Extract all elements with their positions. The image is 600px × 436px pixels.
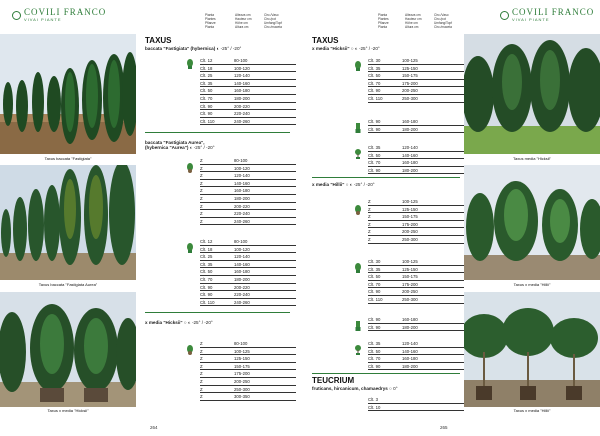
price-table-teucrium bbox=[368, 396, 464, 411]
brand-name: COVILI FRANCO bbox=[512, 7, 595, 17]
header-col-2: Altezza cm Hauteur cm Höhe cm Altura cm bbox=[235, 13, 252, 29]
table-row bbox=[368, 258, 464, 266]
pot-size: Clt. 110 bbox=[200, 118, 215, 124]
pot-size: Clt. 90 bbox=[368, 167, 381, 173]
height-range: 150-175 bbox=[402, 274, 418, 280]
pot-size: Clt. 90 bbox=[368, 119, 381, 124]
table-row bbox=[368, 206, 464, 214]
table-row bbox=[368, 72, 464, 80]
height-range: 150-175 bbox=[402, 73, 418, 79]
pot-size: Clt. 70 bbox=[368, 80, 381, 86]
pot-size: Z bbox=[200, 188, 203, 194]
pot-size: Clt. 90 bbox=[200, 284, 213, 290]
table-row bbox=[368, 273, 464, 281]
height-range: 175-200 bbox=[402, 80, 418, 86]
height-range: 180-200 bbox=[234, 95, 250, 101]
height-range: 175-200 bbox=[402, 281, 418, 287]
height-range: 250-300 bbox=[402, 95, 418, 101]
price-table-hillii-clt bbox=[368, 258, 464, 304]
table-row bbox=[200, 210, 296, 218]
pot-size: Clt. 70 bbox=[200, 276, 213, 282]
height-range: 160-180 bbox=[234, 88, 250, 94]
table-row bbox=[368, 348, 464, 356]
height-range: 200-250 bbox=[402, 229, 418, 235]
header-col-3: Circ./Vaso Circ./pot Umfang/Topf Circ./maceta bbox=[434, 13, 453, 29]
height-range: 180-200 bbox=[402, 126, 418, 132]
table-row bbox=[200, 340, 296, 348]
table-row bbox=[368, 228, 464, 236]
table-row bbox=[200, 203, 296, 211]
height-range: 160-180 bbox=[234, 188, 250, 194]
pot-size: Clt. 110 bbox=[368, 95, 383, 101]
height-range: 160-180 bbox=[402, 160, 418, 166]
height-range: 120-140 bbox=[234, 173, 250, 179]
logo-icon bbox=[12, 11, 21, 20]
pot-size: Z bbox=[200, 158, 203, 163]
table-row bbox=[368, 80, 464, 88]
height-range: 200-220 bbox=[234, 284, 250, 290]
table-row bbox=[200, 348, 296, 356]
height-range: 180-200 bbox=[234, 195, 250, 201]
table-row bbox=[200, 276, 296, 284]
logo-icon bbox=[500, 11, 509, 20]
height-range: 100-125 bbox=[402, 199, 418, 204]
table-row bbox=[368, 213, 464, 221]
pot-size: Clt. 30 bbox=[368, 58, 381, 63]
height-range: 250-300 bbox=[234, 386, 250, 392]
height-range: 220-240 bbox=[234, 111, 250, 117]
right-page bbox=[300, 0, 600, 436]
divider bbox=[312, 177, 460, 178]
table-row bbox=[200, 118, 296, 126]
header-col-3: Circ./Vaso Circ./pot Umfang/Topf Circ./maceta bbox=[264, 13, 283, 29]
pot-size: Z bbox=[368, 214, 371, 220]
table-row bbox=[200, 261, 296, 269]
table-row bbox=[200, 363, 296, 371]
brand-logo bbox=[500, 8, 594, 22]
table-row bbox=[200, 246, 296, 254]
price-table-hicksii-shaped bbox=[368, 144, 464, 174]
table-row bbox=[368, 159, 464, 167]
pot-size: Clt. 90 bbox=[368, 126, 381, 132]
height-range: 240-260 bbox=[234, 118, 250, 124]
pot-size: Clt. 25 bbox=[200, 73, 213, 79]
height-range: 120-140 bbox=[402, 341, 418, 346]
pot-size: Z bbox=[200, 203, 203, 209]
photo-taxus-media-hicksii bbox=[464, 34, 600, 154]
price-table-fastigiata bbox=[200, 57, 296, 125]
pot-size: Clt. 35 bbox=[368, 65, 381, 71]
pot-size: Z bbox=[200, 348, 203, 354]
height-range: 200-250 bbox=[234, 378, 250, 384]
pot-size: Clt. 12 bbox=[200, 239, 213, 244]
height-range: 150-175 bbox=[234, 363, 250, 369]
table-row bbox=[200, 95, 296, 103]
container-plant-icon bbox=[186, 56, 194, 66]
price-table-hillii-z bbox=[368, 198, 464, 244]
pot-size: Clt. 12 bbox=[200, 58, 213, 63]
pot-size: Clt. 110 bbox=[200, 299, 215, 305]
pot-size: Z bbox=[368, 236, 371, 242]
pot-size: Clt. 90 bbox=[200, 103, 213, 109]
table-row bbox=[368, 167, 464, 175]
table-row bbox=[200, 299, 296, 307]
pot-size: Clt. 90 bbox=[368, 317, 381, 322]
table-row bbox=[368, 316, 464, 324]
height-range: 175-200 bbox=[402, 221, 418, 227]
price-table-hillii-pot bbox=[368, 316, 464, 331]
brand-sub: VIVAI PIANTE bbox=[512, 17, 550, 22]
table-row bbox=[200, 157, 296, 165]
table-row bbox=[200, 80, 296, 88]
height-range: 200-220 bbox=[234, 203, 250, 209]
table-row bbox=[368, 57, 464, 65]
rootball-plant-icon bbox=[354, 202, 362, 212]
pot-size: Z bbox=[200, 173, 203, 179]
brand-logo bbox=[12, 8, 106, 22]
table-row bbox=[368, 296, 464, 304]
height-range: 80-100 bbox=[234, 158, 248, 163]
variety-title: baccata "Fastigiata" (hybernica) ◐ -25° / -20° bbox=[145, 46, 242, 51]
pot-size: Clt. 50 bbox=[368, 73, 381, 79]
pot-size: Z bbox=[368, 229, 371, 235]
photo-taxus-hicksii bbox=[0, 292, 136, 407]
pot-size: Clt. 18 bbox=[200, 246, 213, 252]
table-row bbox=[368, 152, 464, 160]
table-row bbox=[368, 236, 464, 244]
page-number: 264 bbox=[150, 425, 158, 430]
header-col-2: Altezza cm Hauteur cm Höhe cm Altura cm bbox=[405, 13, 422, 29]
photo-taxus-fastigiata bbox=[0, 34, 136, 154]
height-range: 220-240 bbox=[234, 292, 250, 298]
price-table-hicksii-pot bbox=[368, 118, 464, 133]
variety-title: x media "Hicksii" ○ ◐ -25° / -20° bbox=[312, 46, 380, 51]
height-range: 100-120 bbox=[234, 165, 250, 171]
table-row bbox=[200, 370, 296, 378]
height-range: 120-140 bbox=[234, 73, 250, 79]
pot-size: Clt. 70 bbox=[368, 356, 381, 362]
pot-size: Clt. 70 bbox=[368, 281, 381, 287]
table-row bbox=[200, 110, 296, 118]
rootball-plant-icon bbox=[186, 160, 194, 170]
section-title-teucrium: TEUCRIUM bbox=[312, 376, 355, 385]
height-range: 100-125 bbox=[402, 58, 418, 63]
variety-title: fruticans, hircanicum, chamaedrys ○ 0° bbox=[312, 386, 398, 391]
pot-size: Clt. 70 bbox=[200, 95, 213, 101]
height-range: 125-150 bbox=[402, 65, 418, 71]
price-table-aurea-z bbox=[200, 157, 296, 225]
height-range: 140-160 bbox=[402, 348, 418, 354]
height-range: 180-200 bbox=[402, 363, 418, 369]
table-row bbox=[368, 221, 464, 229]
brand-name: COVILI FRANCO bbox=[24, 7, 107, 17]
table-row bbox=[200, 180, 296, 188]
height-range: 240-260 bbox=[234, 299, 250, 305]
container-plant-icon bbox=[354, 58, 362, 68]
pot-size: Clt. 30 bbox=[368, 259, 381, 264]
height-range bbox=[402, 404, 464, 411]
pot-size: Clt. 35 bbox=[200, 80, 213, 86]
table-row bbox=[368, 281, 464, 289]
pot-size: Z bbox=[200, 218, 203, 224]
pot-size: Z bbox=[200, 195, 203, 201]
divider bbox=[145, 312, 290, 313]
height-range: 160-180 bbox=[402, 317, 418, 322]
height-range: 100-125 bbox=[234, 348, 250, 354]
table-row bbox=[368, 396, 464, 404]
pot-size: Clt. 50 bbox=[200, 269, 213, 275]
height-range: 100-120 bbox=[234, 246, 250, 252]
section-title-taxus: TAXUS bbox=[312, 36, 339, 45]
height-range: 300-350 bbox=[234, 394, 250, 400]
height-range: 125-150 bbox=[402, 206, 418, 212]
table-row bbox=[200, 378, 296, 386]
pot-size: Clt. 50 bbox=[368, 348, 381, 354]
container-plant-icon bbox=[354, 260, 362, 270]
pot-size: Clt. 3 bbox=[368, 397, 379, 402]
price-table-hicksii-z bbox=[200, 340, 296, 401]
photo-taxus-fastigiata-aurea bbox=[0, 165, 136, 280]
potted-plant-icon bbox=[354, 120, 362, 130]
pot-size: Clt. 50 bbox=[200, 88, 213, 94]
height-range: 250-300 bbox=[402, 296, 418, 302]
shaped-plant-icon bbox=[354, 342, 362, 352]
height-range: 175-200 bbox=[234, 371, 250, 377]
table-row bbox=[368, 198, 464, 206]
pot-size: Clt. 90 bbox=[368, 88, 381, 94]
table-row bbox=[200, 65, 296, 73]
pot-size: Z bbox=[200, 180, 203, 186]
table-row bbox=[200, 393, 296, 401]
height-range: 80-100 bbox=[234, 58, 248, 63]
table-row bbox=[200, 291, 296, 299]
height-range: 80-100 bbox=[234, 239, 248, 244]
pot-size: Clt. 90 bbox=[200, 111, 213, 117]
table-row bbox=[200, 284, 296, 292]
caption-2: Taxus baccata "Fastigiata Aurea" bbox=[38, 282, 98, 287]
height-range: 125-150 bbox=[402, 266, 418, 272]
caption-2: Taxus x media "Hillii" bbox=[513, 282, 551, 287]
table-row bbox=[200, 268, 296, 276]
table-row bbox=[200, 355, 296, 363]
table-row bbox=[368, 340, 464, 348]
pot-size: Clt. 90 bbox=[368, 289, 381, 295]
table-row bbox=[200, 57, 296, 65]
table-row bbox=[200, 187, 296, 195]
table-row bbox=[368, 118, 464, 126]
pot-size: Z bbox=[200, 378, 203, 384]
pot-size: Z bbox=[368, 206, 371, 212]
brand-sub: VIVAI PIANTE bbox=[24, 17, 62, 22]
pot-size: Z bbox=[200, 386, 203, 392]
height-range: 200-250 bbox=[402, 289, 418, 295]
pot-size: Clt. 35 bbox=[368, 341, 381, 346]
pot-size: Clt. 18 bbox=[200, 65, 213, 71]
table-row bbox=[200, 253, 296, 261]
height-range: 200-220 bbox=[234, 103, 250, 109]
pot-size: Clt. 35 bbox=[368, 145, 381, 150]
table-row bbox=[368, 404, 464, 412]
header-col-1: Pianta Plantes Pflanze Planta bbox=[205, 13, 216, 29]
photo-taxus-media-hillii-topiary bbox=[464, 292, 600, 407]
table-row bbox=[200, 238, 296, 246]
table-row bbox=[200, 218, 296, 226]
pot-size: Clt. 110 bbox=[368, 296, 383, 302]
divider bbox=[312, 373, 460, 374]
pot-size: Clt. 90 bbox=[368, 324, 381, 330]
price-table-aurea-clt bbox=[200, 238, 296, 306]
table-row bbox=[200, 195, 296, 203]
section-title-taxus: TAXUS bbox=[145, 36, 172, 45]
table-row bbox=[200, 87, 296, 95]
pot-size: Clt. 25 bbox=[200, 254, 213, 260]
height-range: 160-180 bbox=[402, 119, 418, 124]
table-row bbox=[200, 103, 296, 111]
pot-size: Z bbox=[200, 371, 203, 377]
page-number: 265 bbox=[440, 425, 448, 430]
height-range: 240-260 bbox=[234, 218, 250, 224]
height-range: 250-300 bbox=[402, 236, 418, 242]
table-row bbox=[200, 172, 296, 180]
price-table-hicksii-clt bbox=[368, 57, 464, 103]
header-col-1: Pianta Plantes Pflanze Planta bbox=[378, 13, 389, 29]
table-row bbox=[368, 288, 464, 296]
caption-1: Taxus media "Hicksii" bbox=[513, 156, 551, 161]
table-row bbox=[368, 363, 464, 371]
pot-size: Clt. 10 bbox=[368, 404, 381, 410]
pot-size: Z bbox=[200, 211, 203, 217]
table-row bbox=[368, 324, 464, 332]
divider bbox=[145, 132, 290, 133]
variety-title: x media "Hicksii" ○ ◐ -25° / -20° bbox=[145, 320, 213, 325]
caption-3: Taxus x media "Hicksii" bbox=[47, 408, 89, 413]
table-row bbox=[368, 266, 464, 274]
table-row bbox=[368, 87, 464, 95]
height-range: 140-160 bbox=[234, 261, 250, 267]
table-row bbox=[368, 144, 464, 152]
caption-1: Taxus baccata "Fastigiata" bbox=[44, 156, 92, 161]
rootball-plant-icon bbox=[186, 342, 194, 352]
potted-plant-icon bbox=[354, 318, 362, 328]
height-range: 140-160 bbox=[402, 152, 418, 158]
pot-size: Z bbox=[200, 394, 203, 400]
table-row bbox=[200, 72, 296, 80]
height-range: 120-140 bbox=[234, 254, 250, 260]
table-row bbox=[200, 386, 296, 394]
height-range: 100-120 bbox=[234, 65, 250, 71]
height-range: 180-200 bbox=[402, 324, 418, 330]
pot-size: Z bbox=[200, 363, 203, 369]
table-row bbox=[368, 126, 464, 134]
pot-size: Z bbox=[200, 356, 203, 362]
pot-size: Z bbox=[368, 221, 371, 227]
height-range: 180-200 bbox=[402, 167, 418, 173]
height-range: 150-175 bbox=[402, 214, 418, 220]
table-row bbox=[368, 355, 464, 363]
height-range: 160-180 bbox=[402, 356, 418, 362]
height-range: 120-140 bbox=[402, 145, 418, 150]
variety-title: x media "Hillii" ○ ◐ -25° / -20° bbox=[312, 182, 375, 187]
pot-size: Clt. 50 bbox=[368, 274, 381, 280]
height-range: 160-180 bbox=[234, 269, 250, 275]
caption-3: Taxus x media "Hillii" bbox=[513, 408, 551, 413]
height-range: 80-100 bbox=[234, 341, 248, 346]
height-range: 140-160 bbox=[234, 180, 250, 186]
height-range: 220-240 bbox=[234, 211, 250, 217]
pot-size: Z bbox=[368, 199, 371, 204]
price-table-hillii-shaped bbox=[368, 340, 464, 370]
pot-size: Z bbox=[200, 341, 203, 346]
table-row bbox=[368, 95, 464, 103]
height-range: 180-200 bbox=[234, 276, 250, 282]
container-plant-icon bbox=[186, 240, 194, 250]
variety-title: baccata "Fastigiata Aurea", (hybernica "Aurea") ◐ -25° / -20° bbox=[145, 140, 215, 151]
photo-taxus-media-hillii bbox=[464, 165, 600, 280]
height-range: 200-250 bbox=[402, 88, 418, 94]
pot-size: Z bbox=[200, 165, 203, 171]
shaped-plant-icon bbox=[354, 146, 362, 156]
table-row bbox=[368, 65, 464, 73]
height-range: 100-125 bbox=[402, 259, 418, 264]
height-range: 125-150 bbox=[234, 356, 250, 362]
height-range bbox=[402, 396, 464, 403]
pot-size: Clt. 35 bbox=[200, 261, 213, 267]
pot-size: Clt. 70 bbox=[368, 160, 381, 166]
height-range: 140-160 bbox=[234, 80, 250, 86]
pot-size: Clt. 90 bbox=[368, 363, 381, 369]
table-row bbox=[200, 165, 296, 173]
pot-size: Clt. 90 bbox=[200, 292, 213, 298]
pot-size: Clt. 50 bbox=[368, 152, 381, 158]
pot-size: Clt. 35 bbox=[368, 266, 381, 272]
